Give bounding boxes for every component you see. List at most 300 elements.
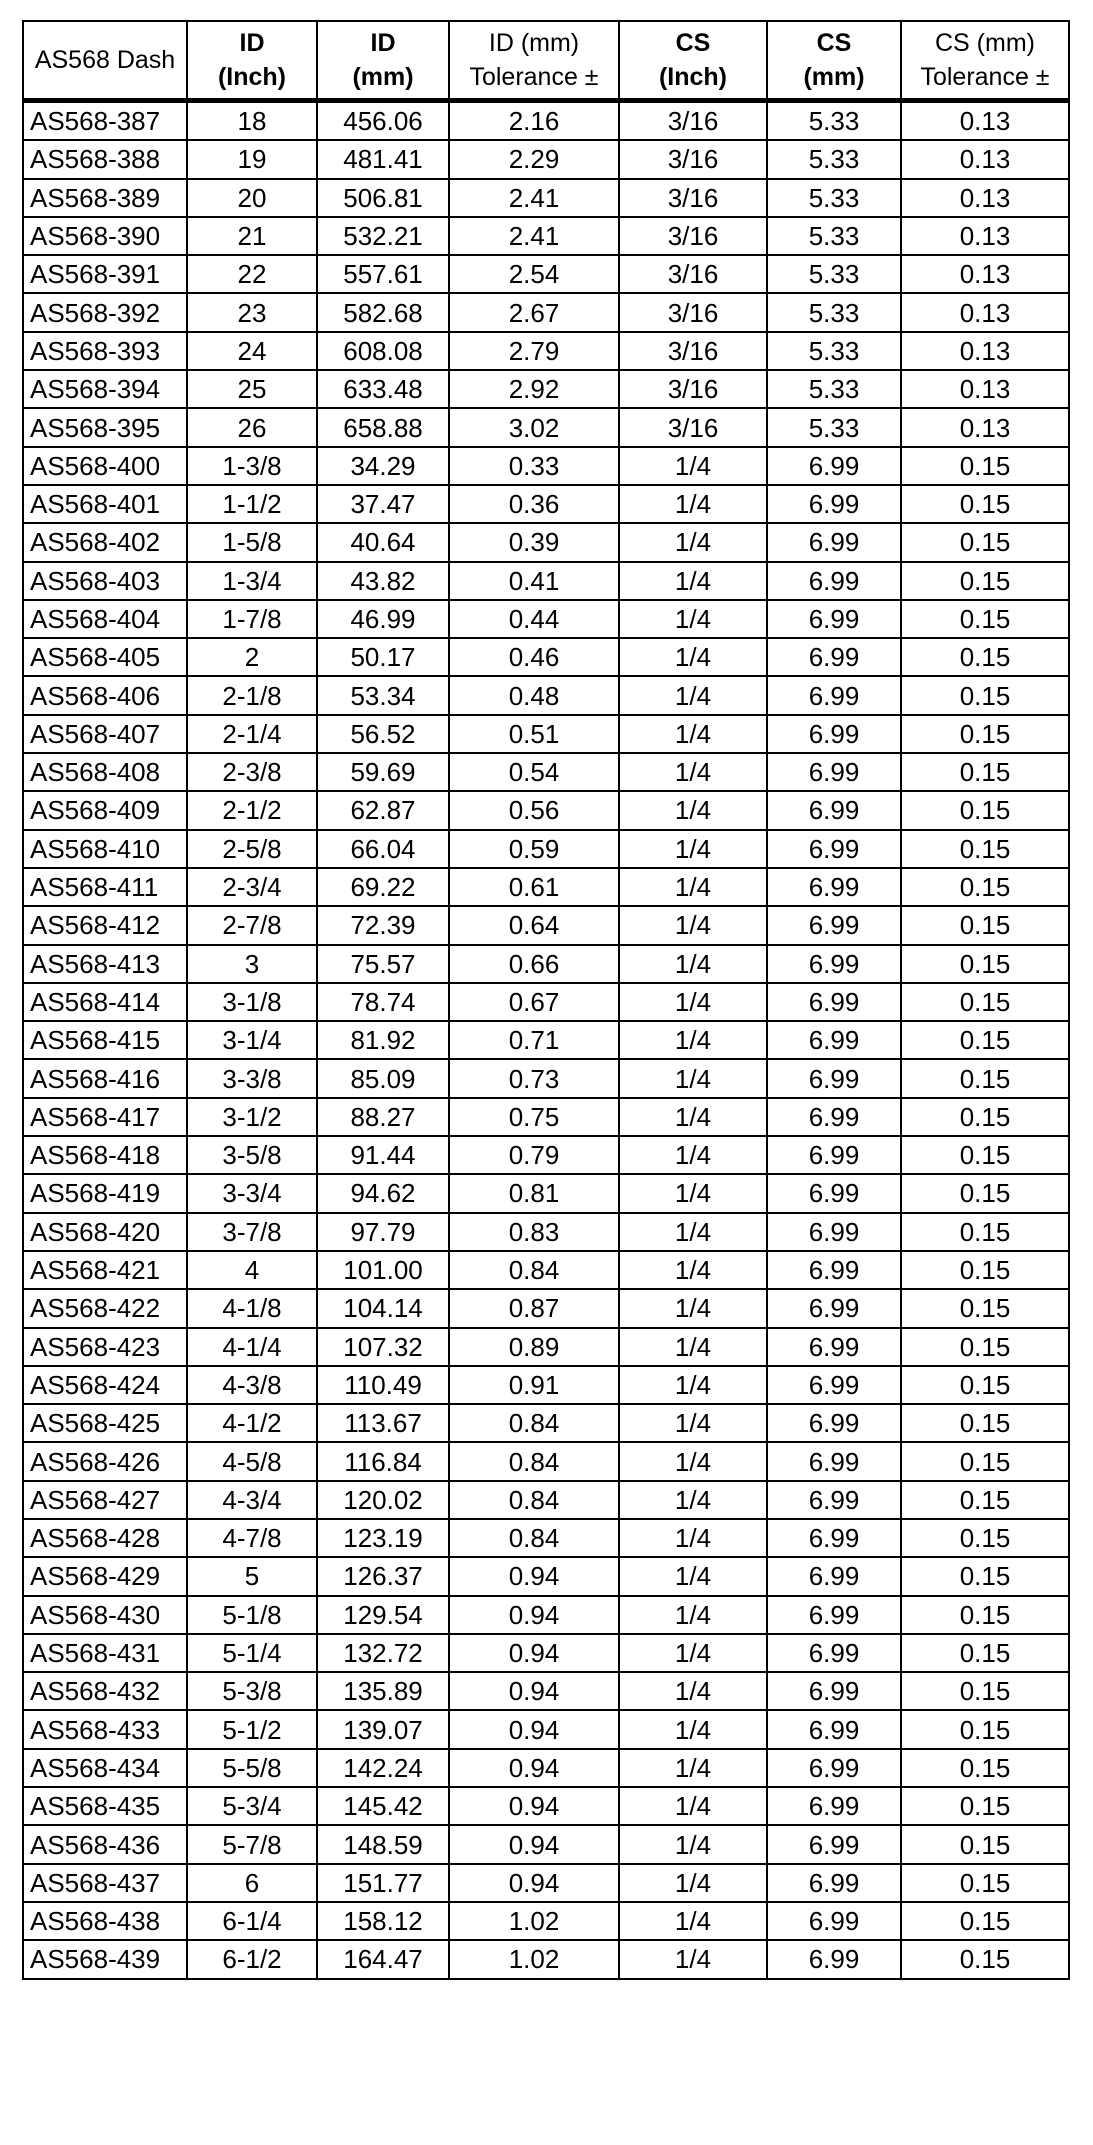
cs-mm-cell: 6.99 <box>767 906 901 944</box>
cs-tolerance-cell: 0.13 <box>901 408 1069 446</box>
dash-number-cell: AS568-403 <box>23 562 187 600</box>
id-inch-cell: 4-1/8 <box>187 1289 317 1327</box>
id-tolerance-cell: 0.61 <box>449 868 619 906</box>
id-mm-cell: 126.37 <box>317 1557 449 1595</box>
id-tolerance-cell: 0.79 <box>449 1136 619 1174</box>
id-mm-cell: 132.72 <box>317 1634 449 1672</box>
table-row <box>23 179 1069 217</box>
id-mm-cell: 633.48 <box>317 370 449 408</box>
dash-number-cell: AS568-410 <box>23 830 187 868</box>
cs-mm-cell: 6.99 <box>767 1442 901 1480</box>
cs-mm-cell: 6.99 <box>767 1634 901 1672</box>
column-header-line: ID <box>370 29 396 57</box>
dash-number-cell: AS568-407 <box>23 715 187 753</box>
table-row <box>23 485 1069 523</box>
dash-number-cell: AS568-393 <box>23 332 187 370</box>
cs-tolerance-cell: 0.15 <box>901 983 1069 1021</box>
table-row <box>23 140 1069 178</box>
table-row <box>23 293 1069 331</box>
id-tolerance-cell: 0.54 <box>449 753 619 791</box>
table-row <box>23 101 1069 141</box>
table-row <box>23 1902 1069 1940</box>
id-mm-cell: 135.89 <box>317 1672 449 1710</box>
cs-tolerance-cell: 0.15 <box>901 1634 1069 1672</box>
table-row <box>23 1672 1069 1710</box>
dash-number-cell: AS568-438 <box>23 1902 187 1940</box>
table-row <box>23 255 1069 293</box>
id-mm-cell: 110.49 <box>317 1366 449 1404</box>
id-tolerance-cell: 0.46 <box>449 638 619 676</box>
id-inch-cell: 5-1/8 <box>187 1596 317 1634</box>
cs-inch-cell: 1/4 <box>619 1940 767 1978</box>
cs-tolerance-cell: 0.13 <box>901 140 1069 178</box>
id-tolerance-cell: 0.94 <box>449 1634 619 1672</box>
column-header-line: Tolerance ± <box>469 63 599 91</box>
cs-mm-cell: 6.99 <box>767 1328 901 1366</box>
cs-inch-cell: 1/4 <box>619 983 767 1021</box>
id-tolerance-cell: 1.02 <box>449 1902 619 1940</box>
id-tolerance-cell: 2.54 <box>449 255 619 293</box>
table-row <box>23 1098 1069 1136</box>
cs-inch-cell: 1/4 <box>619 1481 767 1519</box>
id-inch-cell: 4-7/8 <box>187 1519 317 1557</box>
cs-tolerance-cell: 0.15 <box>901 562 1069 600</box>
dash-number-cell: AS568-430 <box>23 1596 187 1634</box>
dash-number-cell: AS568-413 <box>23 945 187 983</box>
cs-mm-cell: 5.33 <box>767 217 901 255</box>
dash-number-cell: AS568-409 <box>23 791 187 829</box>
column-header-line: CS <box>675 29 711 57</box>
dash-number-cell: AS568-439 <box>23 1940 187 1978</box>
dash-number-cell: AS568-419 <box>23 1174 187 1212</box>
id-mm-cell: 72.39 <box>317 906 449 944</box>
cs-tolerance-cell: 0.15 <box>901 1442 1069 1480</box>
id-inch-cell: 1-1/2 <box>187 485 317 523</box>
table-row <box>23 1864 1069 1902</box>
table-row <box>23 1213 1069 1251</box>
dash-number-cell: AS568-390 <box>23 217 187 255</box>
id-mm-cell: 582.68 <box>317 293 449 331</box>
table-row <box>23 676 1069 714</box>
cs-mm-cell: 5.33 <box>767 255 901 293</box>
id-tolerance-cell: 0.94 <box>449 1710 619 1748</box>
column-header-line: ID <box>239 29 265 57</box>
cs-inch-cell: 1/4 <box>619 1328 767 1366</box>
cs-inch-cell: 3/16 <box>619 370 767 408</box>
column-header-id-inch <box>187 21 317 101</box>
dash-number-cell: AS568-416 <box>23 1059 187 1097</box>
id-mm-cell: 139.07 <box>317 1710 449 1748</box>
table-row <box>23 408 1069 446</box>
cs-inch-cell: 1/4 <box>619 676 767 714</box>
id-tolerance-cell: 0.75 <box>449 1098 619 1136</box>
id-inch-cell: 5 <box>187 1557 317 1595</box>
column-header-cs-tolerance <box>901 21 1069 101</box>
cs-tolerance-cell: 0.15 <box>901 1404 1069 1442</box>
id-mm-cell: 59.69 <box>317 753 449 791</box>
id-mm-cell: 116.84 <box>317 1442 449 1480</box>
cs-mm-cell: 5.33 <box>767 293 901 331</box>
cs-tolerance-cell: 0.15 <box>901 1940 1069 1978</box>
table-row <box>23 1021 1069 1059</box>
id-inch-cell: 26 <box>187 408 317 446</box>
cs-inch-cell: 1/4 <box>619 1366 767 1404</box>
id-mm-cell: 145.42 <box>317 1787 449 1825</box>
id-tolerance-cell: 0.73 <box>449 1059 619 1097</box>
cs-mm-cell: 6.99 <box>767 983 901 1021</box>
cs-inch-cell: 1/4 <box>619 523 767 561</box>
table-row <box>23 1366 1069 1404</box>
table-row <box>23 983 1069 1021</box>
id-tolerance-cell: 0.51 <box>449 715 619 753</box>
id-inch-cell: 6-1/2 <box>187 1940 317 1978</box>
id-mm-cell: 50.17 <box>317 638 449 676</box>
cs-tolerance-cell: 0.15 <box>901 868 1069 906</box>
id-inch-cell: 21 <box>187 217 317 255</box>
cs-tolerance-cell: 0.15 <box>901 1672 1069 1710</box>
dash-number-cell: AS568-422 <box>23 1289 187 1327</box>
id-tolerance-cell: 0.84 <box>449 1404 619 1442</box>
dash-number-cell: AS568-406 <box>23 676 187 714</box>
dash-number-cell: AS568-392 <box>23 293 187 331</box>
cs-inch-cell: 1/4 <box>619 1749 767 1787</box>
id-inch-cell: 23 <box>187 293 317 331</box>
id-inch-cell: 4-1/4 <box>187 1328 317 1366</box>
dash-number-cell: AS568-429 <box>23 1557 187 1595</box>
dash-number-cell: AS568-387 <box>23 101 187 141</box>
cs-inch-cell: 3/16 <box>619 217 767 255</box>
cs-tolerance-cell: 0.15 <box>901 906 1069 944</box>
cs-mm-cell: 6.99 <box>767 676 901 714</box>
cs-tolerance-cell: 0.15 <box>901 1864 1069 1902</box>
header-row <box>23 21 1069 101</box>
cs-tolerance-cell: 0.15 <box>901 676 1069 714</box>
cs-mm-cell: 6.99 <box>767 562 901 600</box>
id-inch-cell: 5-1/4 <box>187 1634 317 1672</box>
table-row <box>23 1634 1069 1672</box>
table-row <box>23 1136 1069 1174</box>
id-mm-cell: 107.32 <box>317 1328 449 1366</box>
table-row <box>23 1787 1069 1825</box>
id-tolerance-cell: 0.94 <box>449 1749 619 1787</box>
cs-inch-cell: 1/4 <box>619 1557 767 1595</box>
cs-mm-cell: 6.99 <box>767 1596 901 1634</box>
dash-number-cell: AS568-433 <box>23 1710 187 1748</box>
table-row <box>23 753 1069 791</box>
cs-inch-cell: 1/4 <box>619 485 767 523</box>
cs-inch-cell: 1/4 <box>619 638 767 676</box>
id-inch-cell: 4 <box>187 1251 317 1289</box>
id-inch-cell: 3 <box>187 945 317 983</box>
cs-inch-cell: 3/16 <box>619 408 767 446</box>
column-header-cs-mm <box>767 21 901 101</box>
id-mm-cell: 658.88 <box>317 408 449 446</box>
id-mm-cell: 532.21 <box>317 217 449 255</box>
cs-tolerance-cell: 0.15 <box>901 1596 1069 1634</box>
table-row <box>23 868 1069 906</box>
cs-inch-cell: 3/16 <box>619 293 767 331</box>
column-header-line: CS (mm) <box>935 29 1035 57</box>
cs-mm-cell: 6.99 <box>767 600 901 638</box>
id-mm-cell: 97.79 <box>317 1213 449 1251</box>
id-mm-cell: 85.09 <box>317 1059 449 1097</box>
cs-tolerance-cell: 0.15 <box>901 1021 1069 1059</box>
cs-inch-cell: 1/4 <box>619 1710 767 1748</box>
table-row <box>23 1519 1069 1557</box>
id-mm-cell: 148.59 <box>317 1825 449 1863</box>
oring-dimensions-table <box>22 20 1070 1980</box>
cs-mm-cell: 6.99 <box>767 868 901 906</box>
cs-inch-cell: 1/4 <box>619 1596 767 1634</box>
cs-mm-cell: 6.99 <box>767 1787 901 1825</box>
id-inch-cell: 2-3/4 <box>187 868 317 906</box>
cs-inch-cell: 3/16 <box>619 332 767 370</box>
id-mm-cell: 456.06 <box>317 101 449 141</box>
id-tolerance-cell: 0.94 <box>449 1825 619 1863</box>
cs-tolerance-cell: 0.15 <box>901 945 1069 983</box>
id-tolerance-cell: 0.44 <box>449 600 619 638</box>
cs-mm-cell: 6.99 <box>767 1021 901 1059</box>
id-mm-cell: 53.34 <box>317 676 449 714</box>
id-mm-cell: 120.02 <box>317 1481 449 1519</box>
id-inch-cell: 3-3/4 <box>187 1174 317 1212</box>
cs-inch-cell: 1/4 <box>619 1136 767 1174</box>
id-mm-cell: 37.47 <box>317 485 449 523</box>
column-header-line: (Inch) <box>658 63 728 91</box>
cs-tolerance-cell: 0.13 <box>901 179 1069 217</box>
cs-inch-cell: 1/4 <box>619 1021 767 1059</box>
id-mm-cell: 81.92 <box>317 1021 449 1059</box>
cs-tolerance-cell: 0.13 <box>901 293 1069 331</box>
id-inch-cell: 25 <box>187 370 317 408</box>
cs-mm-cell: 6.99 <box>767 1672 901 1710</box>
id-inch-cell: 1-3/4 <box>187 562 317 600</box>
cs-mm-cell: 6.99 <box>767 791 901 829</box>
cs-mm-cell: 6.99 <box>767 1136 901 1174</box>
dash-number-cell: AS568-414 <box>23 983 187 1021</box>
dash-number-cell: AS568-388 <box>23 140 187 178</box>
column-header-cs-inch <box>619 21 767 101</box>
table-row <box>23 830 1069 868</box>
id-inch-cell: 4-3/8 <box>187 1366 317 1404</box>
column-header-line: ID (mm) <box>488 29 580 57</box>
cs-tolerance-cell: 0.15 <box>901 791 1069 829</box>
cs-inch-cell: 3/16 <box>619 179 767 217</box>
id-inch-cell: 2-1/8 <box>187 676 317 714</box>
cs-tolerance-cell: 0.15 <box>901 447 1069 485</box>
cs-mm-cell: 6.99 <box>767 1481 901 1519</box>
table-row <box>23 1940 1069 1978</box>
id-tolerance-cell: 0.94 <box>449 1596 619 1634</box>
id-inch-cell: 3-3/8 <box>187 1059 317 1097</box>
table-row <box>23 1059 1069 1097</box>
id-mm-cell: 69.22 <box>317 868 449 906</box>
id-mm-cell: 75.57 <box>317 945 449 983</box>
cs-inch-cell: 1/4 <box>619 1289 767 1327</box>
cs-inch-cell: 1/4 <box>619 447 767 485</box>
id-tolerance-cell: 2.92 <box>449 370 619 408</box>
dash-number-cell: AS568-401 <box>23 485 187 523</box>
id-inch-cell: 22 <box>187 255 317 293</box>
dash-number-cell: AS568-394 <box>23 370 187 408</box>
cs-mm-cell: 6.99 <box>767 1213 901 1251</box>
id-tolerance-cell: 0.83 <box>449 1213 619 1251</box>
id-mm-cell: 104.14 <box>317 1289 449 1327</box>
column-header-line: (mm) <box>803 63 865 91</box>
table-row <box>23 1251 1069 1289</box>
cs-mm-cell: 6.99 <box>767 1902 901 1940</box>
id-mm-cell: 56.52 <box>317 715 449 753</box>
id-tolerance-cell: 2.29 <box>449 140 619 178</box>
oring-size-chart <box>22 20 1070 1980</box>
cs-inch-cell: 1/4 <box>619 600 767 638</box>
dash-number-cell: AS568-426 <box>23 1442 187 1480</box>
column-header-line: Tolerance ± <box>920 63 1050 91</box>
dash-number-cell: AS568-417 <box>23 1098 187 1136</box>
cs-mm-cell: 6.99 <box>767 485 901 523</box>
dash-number-cell: AS568-391 <box>23 255 187 293</box>
cs-tolerance-cell: 0.15 <box>901 1787 1069 1825</box>
dash-number-cell: AS568-421 <box>23 1251 187 1289</box>
table-row <box>23 562 1069 600</box>
dash-number-cell: AS568-435 <box>23 1787 187 1825</box>
cs-mm-cell: 6.99 <box>767 715 901 753</box>
cs-tolerance-cell: 0.15 <box>901 1481 1069 1519</box>
cs-inch-cell: 3/16 <box>619 140 767 178</box>
cs-mm-cell: 5.33 <box>767 408 901 446</box>
id-inch-cell: 19 <box>187 140 317 178</box>
cs-tolerance-cell: 0.15 <box>901 1213 1069 1251</box>
cs-tolerance-cell: 0.15 <box>901 1557 1069 1595</box>
table-row <box>23 1289 1069 1327</box>
dash-number-cell: AS568-424 <box>23 1366 187 1404</box>
id-inch-cell: 5-1/2 <box>187 1710 317 1748</box>
cs-tolerance-cell: 0.15 <box>901 1059 1069 1097</box>
id-tolerance-cell: 0.81 <box>449 1174 619 1212</box>
cs-mm-cell: 5.33 <box>767 101 901 141</box>
id-tolerance-cell: 0.91 <box>449 1366 619 1404</box>
cs-mm-cell: 5.33 <box>767 179 901 217</box>
id-tolerance-cell: 0.64 <box>449 906 619 944</box>
table-row <box>23 1481 1069 1519</box>
table-row <box>23 1557 1069 1595</box>
cs-inch-cell: 1/4 <box>619 1213 767 1251</box>
dash-number-cell: AS568-404 <box>23 600 187 638</box>
id-mm-cell: 94.62 <box>317 1174 449 1212</box>
dash-number-cell: AS568-432 <box>23 1672 187 1710</box>
id-tolerance-cell: 0.41 <box>449 562 619 600</box>
id-mm-cell: 151.77 <box>317 1864 449 1902</box>
table-header <box>23 21 1069 101</box>
cs-inch-cell: 1/4 <box>619 1825 767 1863</box>
id-tolerance-cell: 0.59 <box>449 830 619 868</box>
table-row <box>23 791 1069 829</box>
id-inch-cell: 2 <box>187 638 317 676</box>
id-tolerance-cell: 0.84 <box>449 1442 619 1480</box>
cs-mm-cell: 6.99 <box>767 945 901 983</box>
table-row <box>23 217 1069 255</box>
cs-inch-cell: 3/16 <box>619 255 767 293</box>
table-row <box>23 447 1069 485</box>
cs-tolerance-cell: 0.15 <box>901 1251 1069 1289</box>
id-tolerance-cell: 1.02 <box>449 1940 619 1978</box>
cs-tolerance-cell: 0.15 <box>901 1366 1069 1404</box>
table-row <box>23 906 1069 944</box>
dash-number-cell: AS568-436 <box>23 1825 187 1863</box>
cs-tolerance-cell: 0.15 <box>901 1710 1069 1748</box>
cs-inch-cell: 1/4 <box>619 830 767 868</box>
id-tolerance-cell: 0.94 <box>449 1787 619 1825</box>
cs-mm-cell: 6.99 <box>767 638 901 676</box>
id-mm-cell: 158.12 <box>317 1902 449 1940</box>
dash-number-cell: AS568-427 <box>23 1481 187 1519</box>
column-header-id-tolerance <box>449 21 619 101</box>
id-mm-cell: 129.54 <box>317 1596 449 1634</box>
column-header-line: (Inch) <box>217 63 287 91</box>
cs-mm-cell: 6.99 <box>767 1366 901 1404</box>
cs-mm-cell: 6.99 <box>767 447 901 485</box>
column-header-dash-number <box>23 21 187 101</box>
id-inch-cell: 24 <box>187 332 317 370</box>
table-row <box>23 1404 1069 1442</box>
cs-inch-cell: 1/4 <box>619 791 767 829</box>
id-tolerance-cell: 0.48 <box>449 676 619 714</box>
cs-inch-cell: 1/4 <box>619 753 767 791</box>
id-inch-cell: 5-3/8 <box>187 1672 317 1710</box>
id-tolerance-cell: 0.56 <box>449 791 619 829</box>
cs-mm-cell: 6.99 <box>767 1251 901 1289</box>
dash-number-cell: AS568-425 <box>23 1404 187 1442</box>
dash-number-cell: AS568-431 <box>23 1634 187 1672</box>
cs-tolerance-cell: 0.15 <box>901 485 1069 523</box>
cs-inch-cell: 1/4 <box>619 1787 767 1825</box>
cs-mm-cell: 6.99 <box>767 1059 901 1097</box>
cs-inch-cell: 1/4 <box>619 1672 767 1710</box>
table-row <box>23 1442 1069 1480</box>
id-inch-cell: 2-5/8 <box>187 830 317 868</box>
cs-mm-cell: 6.99 <box>767 1825 901 1863</box>
id-tolerance-cell: 2.41 <box>449 217 619 255</box>
id-tolerance-cell: 0.94 <box>449 1864 619 1902</box>
dash-number-cell: AS568-428 <box>23 1519 187 1557</box>
id-tolerance-cell: 2.16 <box>449 101 619 141</box>
table-row <box>23 1328 1069 1366</box>
cs-tolerance-cell: 0.15 <box>901 1519 1069 1557</box>
cs-mm-cell: 6.99 <box>767 1557 901 1595</box>
cs-tolerance-cell: 0.13 <box>901 217 1069 255</box>
cs-tolerance-cell: 0.15 <box>901 1825 1069 1863</box>
id-inch-cell: 3-1/4 <box>187 1021 317 1059</box>
id-tolerance-cell: 0.84 <box>449 1251 619 1289</box>
column-header-line: (mm) <box>352 63 414 91</box>
cs-inch-cell: 1/4 <box>619 1404 767 1442</box>
id-mm-cell: 481.41 <box>317 140 449 178</box>
id-mm-cell: 40.64 <box>317 523 449 561</box>
table-row <box>23 1174 1069 1212</box>
cs-mm-cell: 6.99 <box>767 1098 901 1136</box>
cs-mm-cell: 6.99 <box>767 523 901 561</box>
cs-inch-cell: 1/4 <box>619 1519 767 1557</box>
id-inch-cell: 3-1/8 <box>187 983 317 1021</box>
table-body <box>23 101 1069 1979</box>
id-tolerance-cell: 0.71 <box>449 1021 619 1059</box>
id-inch-cell: 1-5/8 <box>187 523 317 561</box>
dash-number-cell: AS568-412 <box>23 906 187 944</box>
id-inch-cell: 6-1/4 <box>187 1902 317 1940</box>
cs-tolerance-cell: 0.13 <box>901 255 1069 293</box>
cs-tolerance-cell: 0.15 <box>901 1289 1069 1327</box>
cs-inch-cell: 1/4 <box>619 906 767 944</box>
